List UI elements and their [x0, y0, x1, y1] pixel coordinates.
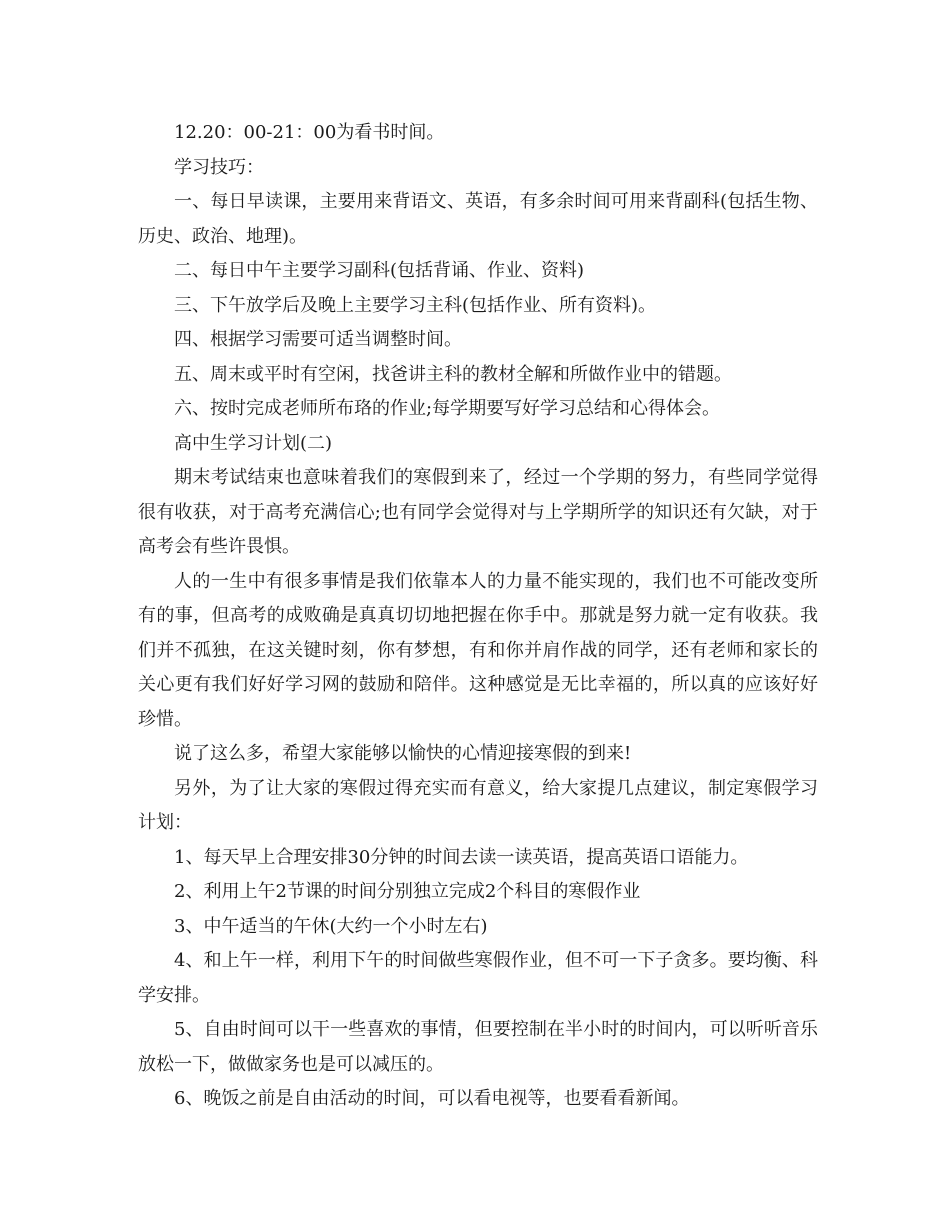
paragraph-time-schedule: 12.20：00-21：00为看书时间。: [174, 122, 445, 143]
document-body: [138, 116, 818, 1117]
paragraph-suggestions: 另外，为了让大家的寒假过得充实而有意义，给大家提几点建议，制定寒假学习计划：: [138, 777, 818, 833]
paragraph-tips-heading: 学习技巧：: [174, 156, 264, 178]
plan-item-1: 1、每天早上合理安排30分钟的时间去读一读英语，提高英语口语能力。: [174, 846, 749, 868]
plan-item-6: 6、晚饭之前是自由活动的时间，可以看电视等，也要看看新闻。: [174, 1088, 690, 1109]
section-heading: 高中生学习计划(二): [174, 432, 333, 454]
paragraph-tip-2: 二、每日中午主要学习副科(包括背诵、作业、资料): [174, 260, 585, 281]
paragraph-life: 人的一生中有很多事情是我们依靠本人的力量不能实现的，我们也不可能改变所有的事，但高考的成败确是真真切切地把握在你手中。那就是努力就一定有收获。我们并不孤独，在这关键时刻，你有梦想，有和你并肩作战的同学，还有老师和家长的关心更有我们好好学习网的鼓励和陪伴。这种感觉是无比幸福的，所以真的应该好好珍惜。: [138, 570, 818, 730]
plan-item-3: 3、中午适当的午休(大约一个小时左右): [174, 915, 488, 937]
paragraph-intro: 期末考试结束也意味着我们的寒假到来了，经过一个学期的努力，有些同学觉得很有收获，对于高考充满信心;也有同学会觉得对与上学期所学的知识还有欠缺，对于高考会有些许畏惧。: [138, 467, 818, 557]
paragraph-tip-5: 五、周末或平时有空闲，找爸讲主科的教材全解和所做作业中的错题。: [174, 363, 732, 385]
paragraph-tip-6: 六、按时完成老师所布珞的作业;每学期要写好学习总结和心得体会。: [174, 398, 721, 419]
paragraph-tip-1: 一、每日早读课，主要用来背语文、英语，有多余时间可用来背副科(包括生物、历史、政治、地理)。: [138, 191, 818, 247]
plan-item-5: 5、自由时间可以干一些喜欢的事情，但要控制在半小时的时间内，可以听听音乐放松一下，做做家务也是可以减压的。: [138, 1019, 818, 1075]
paragraph-tip-3: 三、下午放学后及晚上主要学习主科(包括作业、所有资料)。: [174, 294, 657, 316]
paragraph-wish: 说了这么多，希望大家能够以愉快的心情迎接寒假的到来!: [174, 743, 632, 764]
plan-item-4: 4、和上午一样，利用下午的时间做些寒假作业，但不可一下子贪多。要均衡、科学安排。: [138, 950, 818, 1006]
paragraph-tip-4: 四、根据学习需要可适当调整时间。: [174, 329, 462, 350]
plan-item-2: 2、利用上午2节课的时间分别独立完成2个科目的寒假作业: [174, 881, 641, 902]
